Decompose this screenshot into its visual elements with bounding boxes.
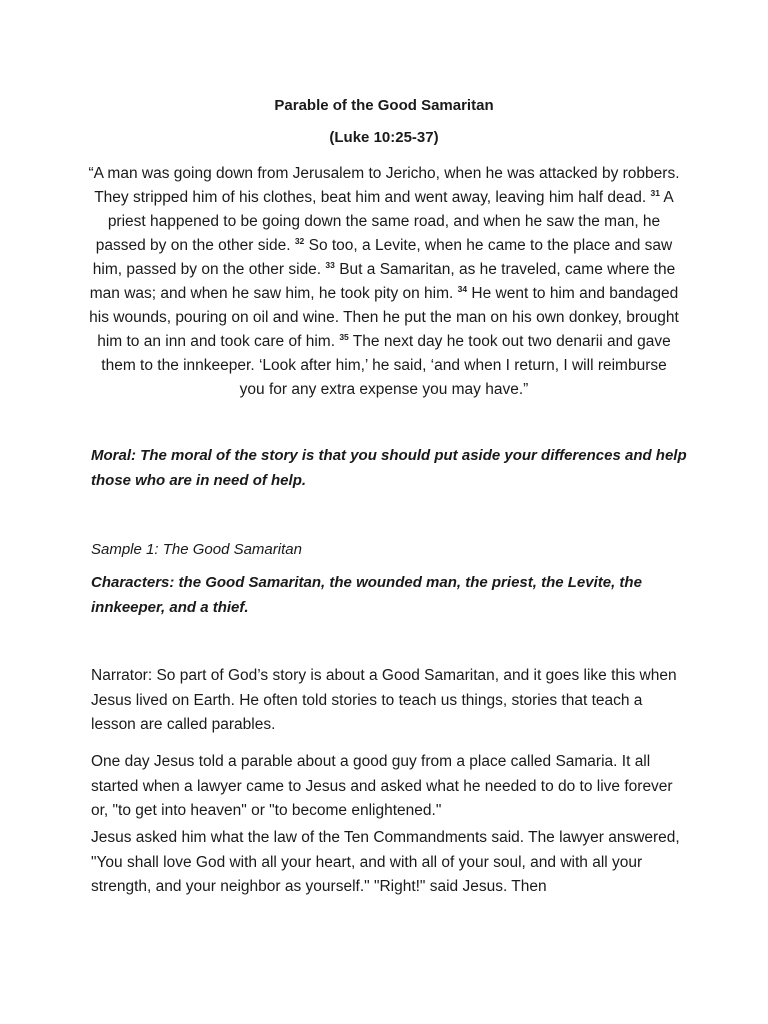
sample-heading: Sample 1: The Good Samaritan bbox=[91, 541, 302, 558]
narrator-paragraph: Narrator: So part of God’s story is about a Good Samaritan, and it goes like this when Jesus lived on Earth. He often told stories to teach us things, stories that teach a lesson are called parables. bbox=[91, 667, 677, 733]
quote-text: So too, a Levite, when he came to the place and saw him, passed by on the other side. bbox=[92, 237, 673, 278]
quote-text: But a Samaritan, as he traveled, came where the man was; and when he saw him, he took pity on him. bbox=[89, 261, 676, 302]
scripture-reference: (Luke 10:25-37) bbox=[329, 129, 439, 146]
scripture-quote bbox=[88, 162, 680, 402]
quote-text: The next day he took out two denarii and gave them to the innkeeper. ‘Look after him,’ he said, ‘and when I return, I will reimburse you for any extra expense you may have.” bbox=[101, 333, 671, 398]
verse-number: 31 bbox=[650, 188, 660, 198]
document-title: Parable of the Good Samaritan bbox=[274, 97, 494, 114]
verse-number: 33 bbox=[325, 260, 335, 270]
body-paragraph: One day Jesus told a parable about a good guy from a place called Samaria. It all started when a lawyer came to Jesus and asked what he needed to do to live forever or, "to get into heaven" or "to become enlightened." bbox=[91, 753, 673, 819]
verse-number: 35 bbox=[339, 332, 349, 342]
quote-text: “A man was going down from Jerusalem to Jericho, when he was attacked by robbers. They stripped him of his clothes, beat him and went away, leaving him half dead. bbox=[88, 165, 680, 206]
quote-text: He went to him and bandaged his wounds, pouring on oil and wine. Then he put the man on his own donkey, brought him to an inn and took care of him. bbox=[89, 285, 679, 350]
quote-text: A priest happened to be going down the same road, and when he saw the man, he passed by on the other side. bbox=[95, 189, 674, 254]
verse-number: 32 bbox=[294, 236, 305, 246]
moral-text: Moral: The moral of the story is that you should put aside your differences and help those who are in need of help. bbox=[91, 447, 687, 489]
verse-number: 34 bbox=[457, 284, 468, 294]
body-paragraph: Jesus asked him what the law of the Ten Commandments said. The lawyer answered, "You shall love God with all your heart, and with all of your soul, and with all your strength, and your neighbor as yourself." "Right!" said Jesus. Then bbox=[91, 829, 680, 895]
characters-list: Characters: the Good Samaritan, the wounded man, the priest, the Levite, the innkeeper, and a thief. bbox=[91, 574, 642, 616]
